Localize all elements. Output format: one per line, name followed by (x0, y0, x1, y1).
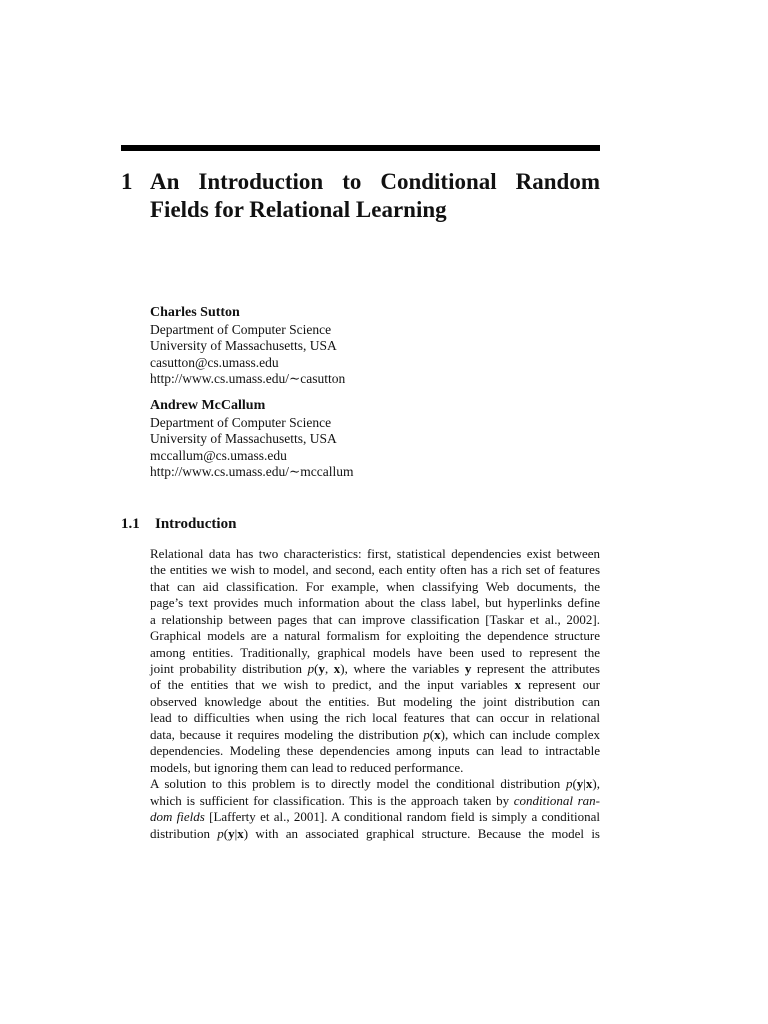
text-run: represent our (521, 677, 600, 693)
author-name: Charles Sutton (150, 305, 240, 320)
math-vector-x: x (434, 726, 441, 742)
math-punct: ( (572, 776, 577, 792)
author-institution: University of Massachusetts, USA (150, 431, 337, 446)
text-run: ), (592, 776, 600, 792)
author-url: http://www.cs.umass.edu/∼casutton (150, 371, 346, 386)
section-number: 1.1 (121, 516, 140, 532)
body-line-17 (150, 809, 600, 825)
text-run: ) with an associated graphical structure. Because the model is (243, 825, 600, 841)
emphasis-text: dom fields (150, 809, 205, 825)
section-title: Introduction (155, 516, 237, 532)
body-line-6: Graphical models are a natural formalism for exploiting the dependence structure (150, 628, 600, 644)
body-line-14: models, but ignoring them can lead to reduced performance. (150, 759, 464, 775)
body-line-5: a relationship between pages that can improve classification [Taskar et al., 2002]. (150, 611, 600, 627)
chapter-number: 1 (121, 169, 133, 194)
body-line-9 (150, 677, 600, 693)
math-symbol-p: p (307, 660, 315, 676)
math-vector-x: x (237, 825, 244, 841)
body-line-3: that can aid classification. For example, when classifying Web documents, the (150, 578, 600, 594)
math-punct: | (234, 825, 238, 841)
text-run: joint probability distribution (150, 660, 308, 676)
math-punct: ( (314, 660, 319, 676)
math-vector-y: y (228, 825, 235, 841)
math-symbol-p: p (423, 726, 430, 742)
text-run: of the entities that we wish to predict, and the input variables (150, 677, 515, 693)
chapter-title-line: Fields for Relational Learning (150, 197, 447, 222)
body-line-2: the entities we wish to model, and second, each entity often has a rich set of features (150, 562, 600, 578)
body-line-15 (150, 776, 600, 792)
text-run: [Lafferty et al., 2001]. A conditional random field is simply a conditional (204, 809, 600, 825)
author-institution: University of Massachusetts, USA (150, 338, 337, 353)
author-block (150, 398, 600, 481)
text-run: data, because it requires modeling the distribution (150, 726, 424, 742)
body-line-16 (150, 793, 600, 809)
math-punct: ( (429, 726, 435, 742)
text-run: distribution (150, 825, 218, 841)
text-run: ), where the variables (340, 660, 465, 676)
text-run: A solution to this problem is to directly model the conditional distribution (150, 776, 566, 792)
chapter-rule (121, 145, 600, 151)
math-vector-y: y (318, 660, 325, 676)
math-punct: , (324, 660, 334, 676)
math-punct: | (583, 776, 586, 792)
body-paragraphs (150, 546, 600, 842)
body-line-13: dependencies. Modeling these dependencies among inputs can lead to intractable (150, 743, 600, 759)
body-line-8 (150, 661, 600, 677)
math-vector-x: x (514, 677, 522, 693)
math-vector-y: y (576, 776, 584, 792)
author-email: mccallum@cs.umass.edu (150, 447, 287, 463)
math-punct: ( (223, 825, 229, 841)
body-line-18 (150, 826, 600, 842)
body-line-7: among entities. Traditionally, graphical models have been used to represent the (150, 644, 600, 660)
section-heading (121, 515, 600, 533)
author-email: casutton@cs.umass.edu (150, 354, 279, 370)
body-line-12 (150, 727, 600, 743)
chapter-title-line: An Introduction to Conditional Random (150, 169, 600, 194)
chapter-title (150, 168, 600, 224)
body-line-10: observed knowledge about the entities. But modeling the joint distribution can (150, 693, 600, 709)
author-url: http://www.cs.umass.edu/∼mccallum (150, 464, 354, 479)
body-line-1: Relational data has two characteristics: first, statistical dependencies exist between (150, 545, 600, 561)
text-run: represent the attributes (471, 660, 600, 676)
math-vector-y: y (464, 660, 472, 676)
emphasis-text: conditional ran- (513, 792, 600, 808)
math-vector-x: x (585, 776, 593, 792)
math-symbol-p: p (217, 825, 224, 841)
body-line-4: page’s text provides much information about the class label, but hyperlinks define (150, 595, 600, 611)
author-department: Department of Computer Science (150, 321, 332, 337)
text-run: ), which can include complex (440, 726, 600, 742)
text-run: which is sufficient for classification. This is the approach taken by (150, 792, 514, 808)
author-department: Department of Computer Science (150, 414, 332, 430)
author-block (150, 305, 600, 388)
author-name: Andrew McCallum (150, 398, 266, 413)
math-vector-x: x (333, 660, 341, 676)
math-symbol-p: p (565, 776, 573, 792)
body-line-11: lead to difficulties when using the rich local features that can occur in relational (150, 710, 600, 726)
